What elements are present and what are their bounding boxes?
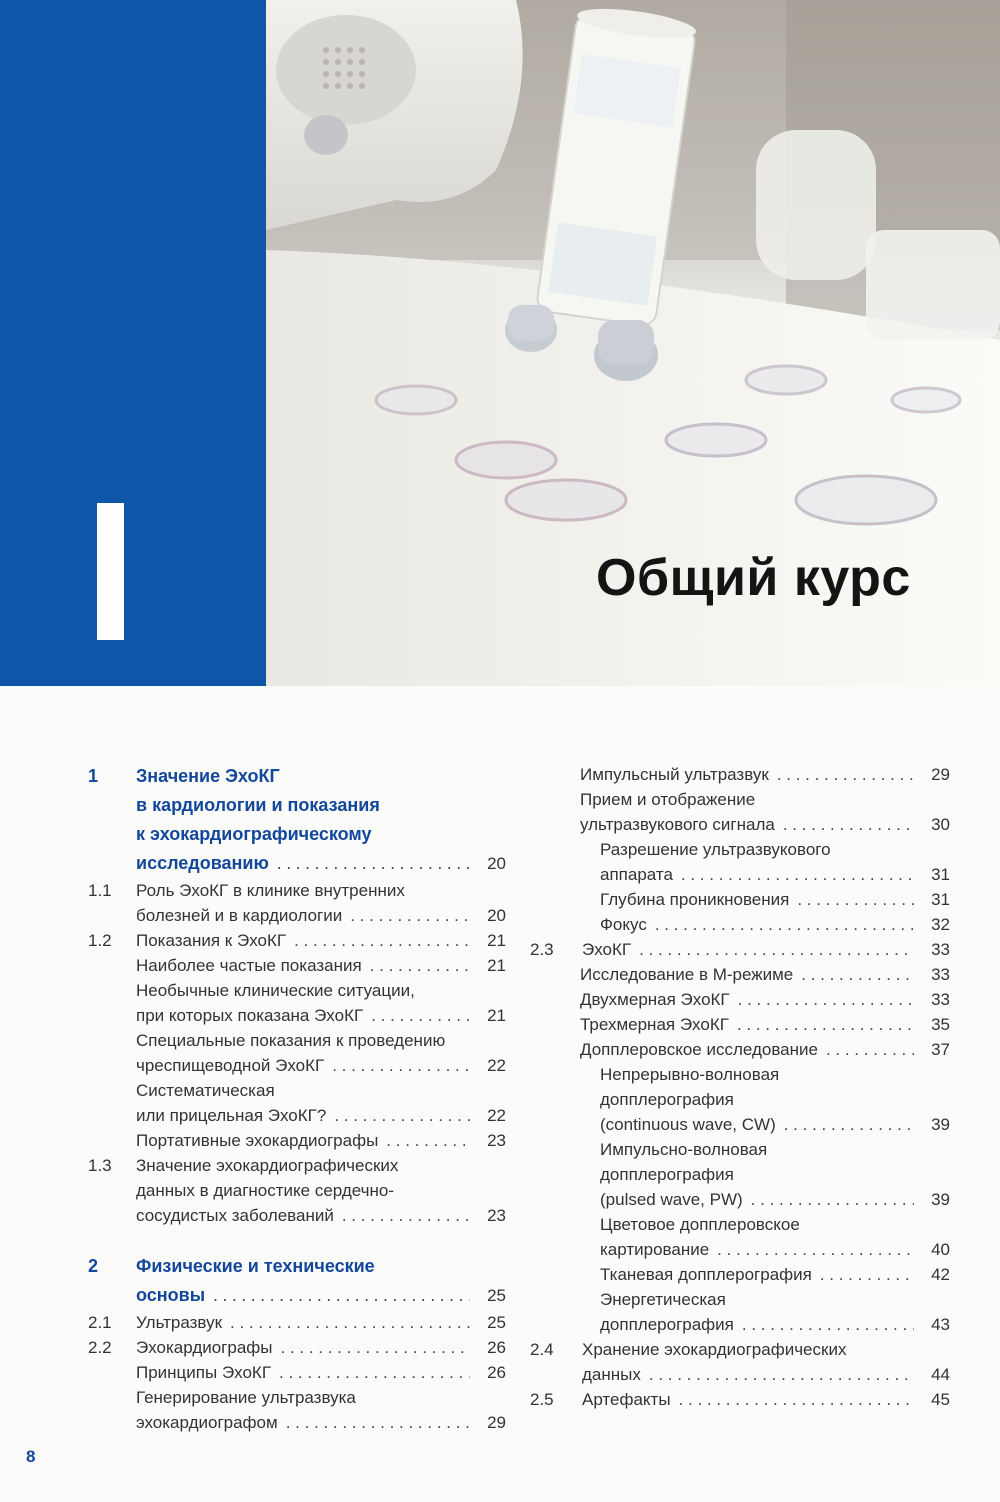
toc-entry[interactable] (88, 953, 506, 978)
toc-entry[interactable] (530, 962, 950, 987)
toc-entry-text: Специальные показания к проведению (136, 1031, 446, 1050)
dot-leader (281, 1335, 471, 1360)
toc-entry[interactable] (88, 1310, 506, 1335)
dot-leader (370, 953, 470, 978)
toc-page-number: 42 (931, 1265, 950, 1284)
toc-entry-text: Глубина проникновения (600, 890, 790, 909)
dot-leader (717, 1237, 914, 1262)
toc-entry[interactable] (88, 1335, 506, 1360)
toc-page-number: 44 (931, 1365, 950, 1384)
toc-right-column (530, 762, 950, 1412)
toc-entry-text: Систематическая (136, 1081, 275, 1100)
toc-page-number: 21 (487, 931, 506, 950)
toc-entry-text: допплерография (600, 1165, 734, 1184)
toc-entry-text: Импульсно-волновая (600, 1140, 768, 1159)
toc-entry-text: Импульсный ультразвук (580, 765, 769, 784)
dot-leader (751, 1187, 914, 1212)
toc-entry[interactable] (530, 912, 950, 937)
toc-entry[interactable] (530, 1137, 950, 1212)
toc-page-number: 43 (931, 1315, 950, 1334)
toc-entry-text: Значение ЭхоКГ (136, 766, 280, 786)
toc-page-number: 23 (487, 1206, 506, 1225)
toc-page-number: 23 (487, 1131, 506, 1150)
toc-page-number: 29 (931, 765, 950, 784)
toc-entry-text: ЭхоКГ (582, 940, 632, 959)
dot-leader (679, 1387, 914, 1412)
toc-page-number: 39 (931, 1190, 950, 1209)
toc-page-number: 22 (487, 1106, 506, 1125)
dot-leader (784, 1112, 914, 1137)
toc-entry-text: Фокус (600, 915, 647, 934)
toc-entry-text: чреспищеводной ЭхоКГ (136, 1056, 325, 1075)
toc-page-number: 22 (487, 1056, 506, 1075)
toc-entry-text: сосудистых заболеваний (136, 1206, 334, 1225)
toc-entry-text: эхокардиографом (136, 1413, 278, 1432)
toc-entry-text: Разрешение ультразвукового (600, 840, 831, 859)
toc-entry-number: 1.2 (88, 931, 112, 950)
toc-entry-text: Энергетическая (600, 1290, 726, 1309)
toc-entry[interactable] (88, 1385, 506, 1435)
toc-page-number: 26 (487, 1338, 506, 1357)
toc-entry-number: 2.5 (530, 1390, 554, 1409)
toc-page-number: 31 (931, 890, 950, 909)
toc-entry-number: 2 (88, 1256, 99, 1276)
toc-entry-text: Роль ЭхоКГ в клинике внутренних (136, 881, 405, 900)
dot-leader (737, 1012, 914, 1037)
toc-entry-text: Генерирование ультразвука (136, 1388, 356, 1407)
roman-numeral-one (97, 503, 124, 640)
toc-page-number: 25 (487, 1286, 506, 1305)
toc-entry-number: 2.4 (530, 1340, 554, 1359)
toc-entry[interactable] (530, 762, 950, 787)
toc-entry-text: Непрерывно-волновая (600, 1065, 780, 1084)
toc-entry-text: (pulsed wave, PW) (600, 1190, 743, 1209)
toc-entry-text: Цветовое допплеровское (600, 1215, 800, 1234)
dot-leader (783, 812, 914, 837)
chapter-title: Общий курс (596, 549, 911, 607)
toc-entry[interactable] (88, 762, 506, 878)
toc-entry-number: 2.1 (88, 1313, 112, 1332)
toc-entry-text: Ультразвук (136, 1313, 223, 1332)
dot-leader (332, 1053, 470, 1078)
toc-page-number: 30 (931, 815, 950, 834)
toc-page-number: 29 (487, 1413, 506, 1432)
dot-leader (230, 1310, 470, 1335)
toc-entry[interactable] (530, 1337, 950, 1387)
toc-entry[interactable] (530, 1287, 950, 1337)
dot-leader (350, 903, 470, 928)
toc-entry-text: Показания к ЭхоКГ (136, 931, 287, 950)
toc-page-number: 33 (931, 990, 950, 1009)
toc-page-number: 35 (931, 1015, 950, 1034)
toc-page-number: 21 (487, 956, 506, 975)
toc-entry[interactable] (530, 1062, 950, 1137)
toc-entry[interactable] (88, 1128, 506, 1153)
dot-leader (286, 1410, 470, 1435)
toc-entry-text: Артефакты (582, 1390, 671, 1409)
toc-page-number: 33 (931, 965, 950, 984)
toc-entry-number: 2.2 (88, 1338, 112, 1357)
toc-page-number: 33 (931, 940, 950, 959)
toc-entry-text: Портативные эхокардиографы (136, 1131, 379, 1150)
toc-entry-text: при которых показана ЭхоКГ (136, 1006, 364, 1025)
toc-entry[interactable] (530, 1037, 950, 1062)
chapter-header (0, 0, 1000, 686)
dot-leader (371, 1003, 470, 1028)
dot-leader (801, 962, 914, 987)
dot-leader (277, 849, 470, 878)
toc-entry-text: Значение эхокардиографических (136, 1156, 399, 1175)
dot-leader (820, 1262, 914, 1287)
toc-entry-text: Хранение эхокардиографических (582, 1340, 847, 1359)
dot-leader (681, 862, 914, 887)
toc-entry-text: Двухмерная ЭхоКГ (580, 990, 730, 1009)
dot-leader (386, 1128, 470, 1153)
dot-leader (639, 937, 914, 962)
page-number: 8 (26, 1447, 36, 1466)
toc-entry[interactable] (530, 937, 950, 962)
toc-entry-number: 1.3 (88, 1156, 112, 1175)
toc-entry-text: или прицельная ЭхоКГ? (136, 1106, 327, 1125)
toc-entry[interactable] (530, 887, 950, 912)
toc-entry-text: Эхокардиографы (136, 1338, 273, 1357)
toc-gap (88, 1228, 506, 1252)
toc-page-number: 39 (931, 1115, 950, 1134)
toc-entry[interactable] (88, 928, 506, 953)
toc-entry-text: исследованию (136, 853, 269, 873)
dot-leader (342, 1203, 470, 1228)
toc-page-number: 40 (931, 1240, 950, 1259)
toc-entry-text: Физические и технические (136, 1256, 375, 1276)
toc-entry-text: Наиболее частые показания (136, 956, 362, 975)
toc-entry-text: основы (136, 1285, 206, 1305)
toc-entry-text: в кардиологии и показания (136, 795, 380, 815)
toc-entry-text: Тканевая допплерография (600, 1265, 812, 1284)
dot-leader (294, 928, 470, 953)
dot-leader (826, 1037, 914, 1062)
dot-leader (777, 762, 914, 787)
toc-entry-text: допплерография (600, 1090, 734, 1109)
chapter-color-band (0, 0, 266, 686)
toc-entry[interactable] (88, 878, 506, 928)
dot-leader (655, 912, 914, 937)
dot-leader (334, 1103, 470, 1128)
toc-entry[interactable] (530, 1212, 950, 1262)
dot-leader (738, 987, 914, 1012)
dot-leader (279, 1360, 470, 1385)
toc-entry-text: Трехмерная ЭхоКГ (580, 1015, 729, 1034)
toc-entry[interactable] (530, 1387, 950, 1412)
toc-entry[interactable] (88, 1360, 506, 1385)
toc-entry-number: 2.3 (530, 940, 554, 959)
toc-entry-text: аппарата (600, 865, 673, 884)
dot-leader (649, 1362, 914, 1387)
toc-entry-text: Допплеровское исследование (580, 1040, 818, 1059)
toc-page-number: 21 (487, 1006, 506, 1025)
toc-entry[interactable] (530, 1262, 950, 1287)
toc-entry[interactable] (88, 1028, 506, 1078)
toc-entry-text: допплерография (600, 1315, 734, 1334)
toc-entry-text: к эхокардиографическому (136, 824, 372, 844)
dot-leader (742, 1312, 914, 1337)
toc-entry[interactable] (530, 837, 950, 887)
toc-entry-text: картирование (600, 1240, 710, 1259)
toc-entry[interactable] (88, 1252, 506, 1310)
toc-entry-text: ультразвукового сигнала (580, 815, 775, 834)
toc-page-number: 37 (931, 1040, 950, 1059)
dot-leader (797, 887, 914, 912)
dot-leader (213, 1281, 470, 1310)
toc-entry-text: (continuous wave, CW) (600, 1115, 776, 1134)
toc-entry-text: данных (582, 1365, 641, 1384)
toc-entry[interactable] (88, 978, 506, 1028)
toc-entry-text: Исследование в М-режиме (580, 965, 794, 984)
toc-entry-number: 1.1 (88, 881, 112, 900)
toc-entry[interactable] (530, 1012, 950, 1037)
toc-entry-number: 1 (88, 766, 99, 786)
toc-left-column (88, 762, 506, 1435)
toc-entry[interactable] (530, 787, 950, 837)
toc-page-number: 32 (931, 915, 950, 934)
toc-page-number: 25 (487, 1313, 506, 1332)
toc-entry[interactable] (88, 1153, 506, 1228)
toc-entry-text: Прием и отображение (580, 790, 756, 809)
toc-page-number: 20 (487, 854, 506, 873)
toc-entry[interactable] (530, 987, 950, 1012)
toc-page-number: 20 (487, 906, 506, 925)
toc-entry-text: Необычные клинические ситуации, (136, 981, 415, 1000)
toc-entry-text: болезней и в кардиологии (136, 906, 343, 925)
toc-entry-text: Принципы ЭхоКГ (136, 1363, 272, 1382)
toc-entry-text: данных в диагностике сердечно- (136, 1181, 395, 1200)
toc-page-number: 26 (487, 1363, 506, 1382)
toc-entry[interactable] (88, 1078, 506, 1128)
toc-page-number: 45 (931, 1390, 950, 1409)
toc-page-number: 31 (931, 865, 950, 884)
